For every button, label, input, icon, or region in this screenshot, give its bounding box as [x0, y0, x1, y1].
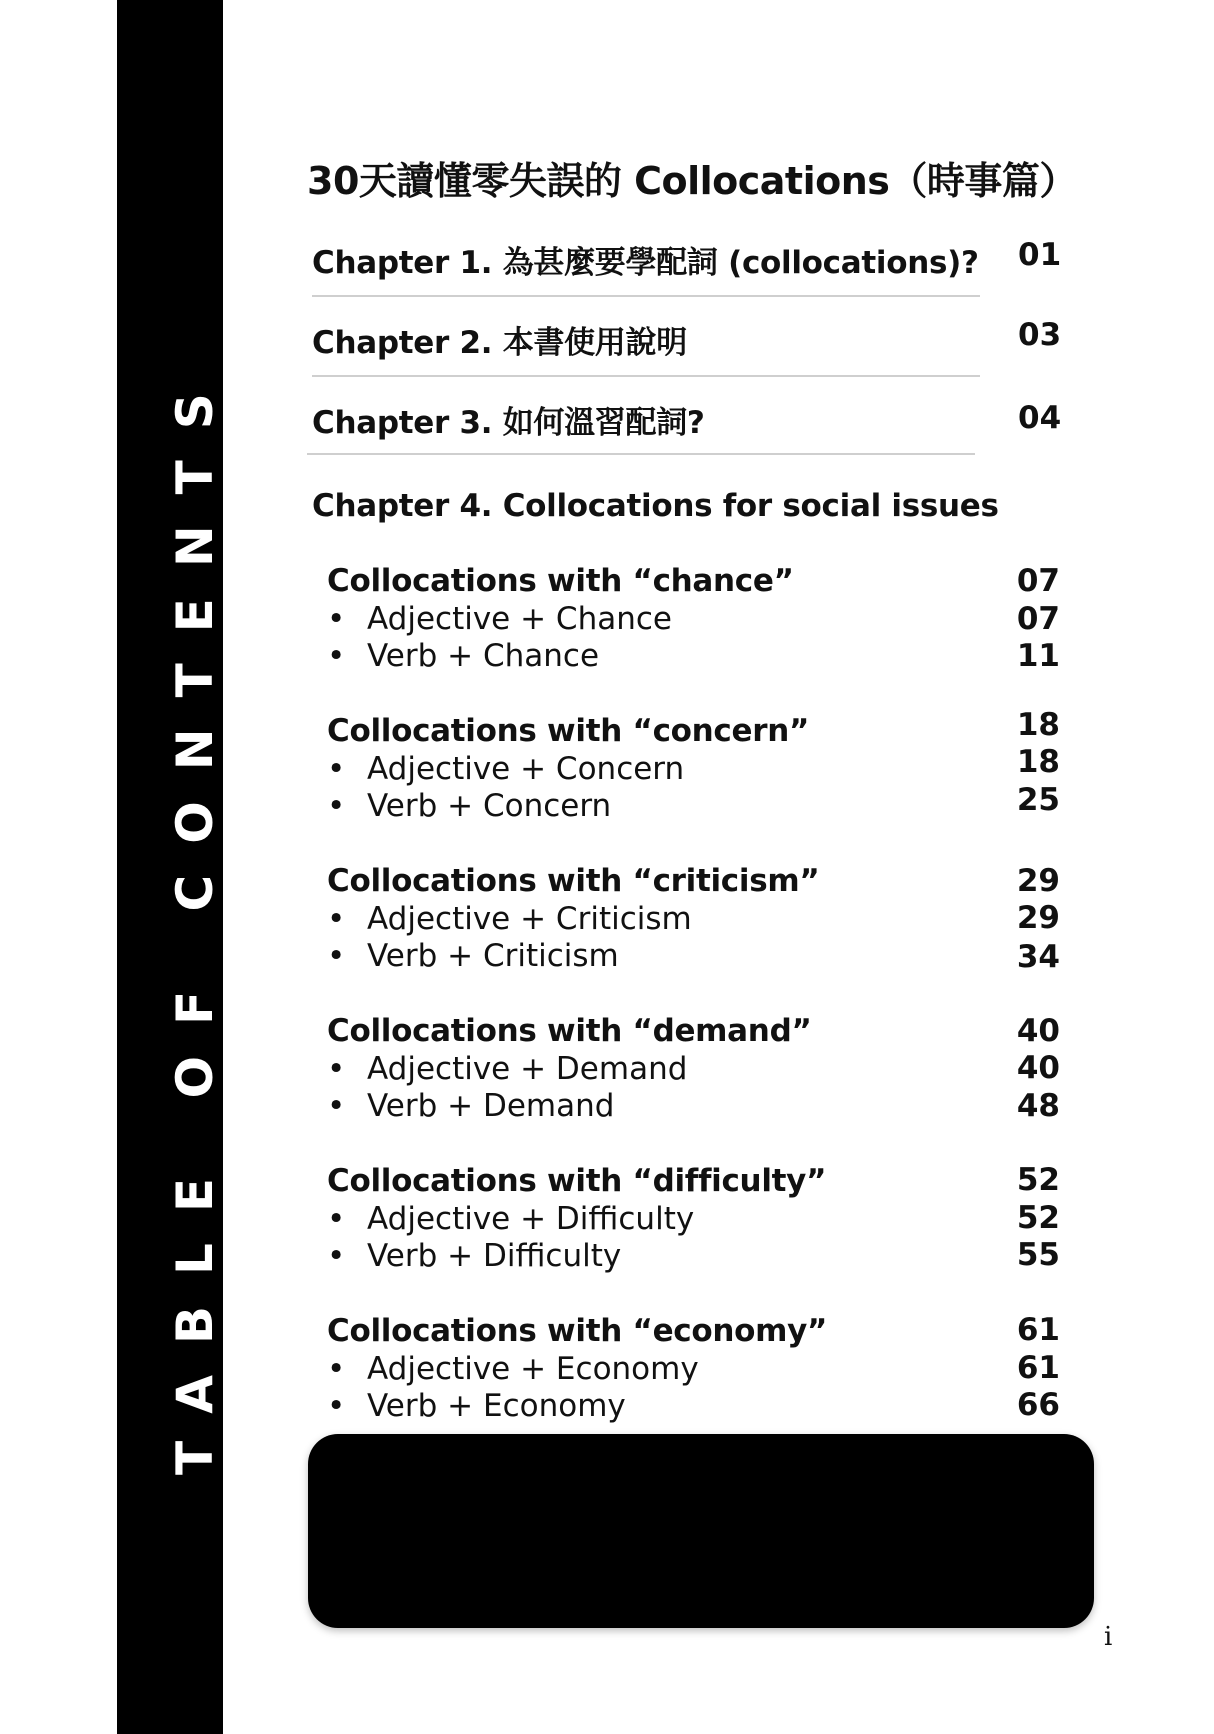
sub-item[interactable]: [327, 1088, 614, 1124]
section-heading[interactable]: Collocations with “criticism”: [327, 863, 820, 899]
bullet: •: [327, 788, 346, 824]
chapter-3-label[interactable]: Chapter 3. 如何溫習配詞?: [312, 405, 705, 441]
sub-item[interactable]: [327, 901, 692, 937]
sub-item[interactable]: [327, 938, 619, 974]
sub-item-label: Adjective + Demand: [367, 1051, 688, 1087]
sub-item-label: Verb + Criticism: [367, 938, 619, 974]
bullet: •: [327, 1051, 346, 1087]
sidebar-label: TABLE OF CONTENTS: [166, 362, 224, 1475]
section-criticism: [327, 863, 1067, 983]
sub-item-page: 52: [1016, 1200, 1060, 1236]
chapter-1-divider: [312, 295, 980, 297]
section-page: 18: [1016, 707, 1060, 743]
bullet: •: [327, 1201, 346, 1237]
sub-item-page: 11: [1016, 638, 1060, 674]
section-page: 07: [1016, 563, 1060, 599]
chapter-2-divider: [312, 375, 980, 377]
sub-item-page: 55: [1016, 1237, 1060, 1273]
sub-item-label: Adjective + Difficulty: [367, 1201, 695, 1237]
bullet: •: [327, 638, 346, 674]
sub-item-label: Verb + Demand: [367, 1088, 615, 1124]
chapter-2-page: 03: [1018, 317, 1062, 353]
redacted-block: [308, 1434, 1094, 1628]
sub-item-label: Verb + Chance: [367, 638, 600, 674]
sub-item[interactable]: [327, 788, 611, 824]
sub-item[interactable]: [327, 601, 672, 637]
bullet: •: [327, 1088, 346, 1124]
chapter-3-page: 04: [1018, 400, 1062, 436]
sub-item-page: 25: [1016, 782, 1060, 818]
sub-item-page: 40: [1016, 1050, 1060, 1086]
sub-item[interactable]: [327, 638, 599, 674]
bullet: •: [327, 601, 346, 637]
sub-item-page: 07: [1016, 601, 1060, 637]
chapter-3-divider: [307, 453, 975, 455]
bullet: •: [327, 938, 346, 974]
chapter-4-label[interactable]: Chapter 4. Collocations for social issues: [312, 488, 999, 524]
sub-item-page: 29: [1016, 900, 1060, 936]
chapter-1-label[interactable]: Chapter 1. 為甚麼要學配詞 (collocations)?: [312, 245, 979, 281]
sub-item[interactable]: [327, 1388, 626, 1424]
sub-item-label: Adjective + Economy: [367, 1351, 699, 1387]
section-heading[interactable]: Collocations with “chance”: [327, 563, 794, 599]
sub-item-label: Adjective + Concern: [367, 751, 685, 787]
sub-item-page: 34: [1016, 939, 1060, 975]
bullet: •: [327, 751, 346, 787]
chapter-1-page: 01: [1018, 237, 1062, 273]
section-page: 40: [1016, 1013, 1060, 1049]
sub-item-page: 61: [1016, 1350, 1060, 1386]
bullet: •: [327, 1238, 346, 1274]
bullet: •: [327, 1351, 346, 1387]
section-concern: [327, 707, 1067, 833]
sub-item[interactable]: [327, 1351, 699, 1387]
sub-item-page: 18: [1016, 744, 1060, 780]
sub-item-label: Verb + Economy: [367, 1388, 626, 1424]
section-heading[interactable]: Collocations with “concern”: [327, 713, 810, 749]
section-heading[interactable]: Collocations with “difficulty”: [327, 1163, 827, 1199]
section-chance: [327, 563, 1067, 683]
section-page: 52: [1016, 1162, 1060, 1198]
chapter-2-label[interactable]: Chapter 2. 本書使用說明: [312, 325, 687, 361]
sub-item-label: Adjective + Criticism: [367, 901, 692, 937]
page-number: i: [1104, 1622, 1113, 1652]
section-page: 61: [1016, 1312, 1060, 1348]
sub-item[interactable]: [327, 1201, 694, 1237]
sub-item-page: 48: [1016, 1088, 1060, 1124]
sub-item-page: 66: [1016, 1387, 1060, 1423]
sub-item[interactable]: [327, 1238, 621, 1274]
section-demand: [327, 1013, 1067, 1133]
sub-item-label: Adjective + Chance: [367, 601, 672, 637]
sub-item[interactable]: [327, 1051, 687, 1087]
sub-item[interactable]: [327, 751, 684, 787]
sub-item-label: Verb + Concern: [367, 788, 612, 824]
sub-item-label: Verb + Difficulty: [367, 1238, 622, 1274]
section-heading[interactable]: Collocations with “demand”: [327, 1013, 812, 1049]
section-heading[interactable]: Collocations with “economy”: [327, 1313, 828, 1349]
section-difficulty: [327, 1163, 1067, 1283]
page-title: 30天讀懂零失誤的 Collocations（時事篇）: [307, 159, 1077, 203]
section-economy: [327, 1313, 1067, 1433]
section-page: 29: [1016, 863, 1060, 899]
bullet: •: [327, 1388, 346, 1424]
bullet: •: [327, 901, 346, 937]
